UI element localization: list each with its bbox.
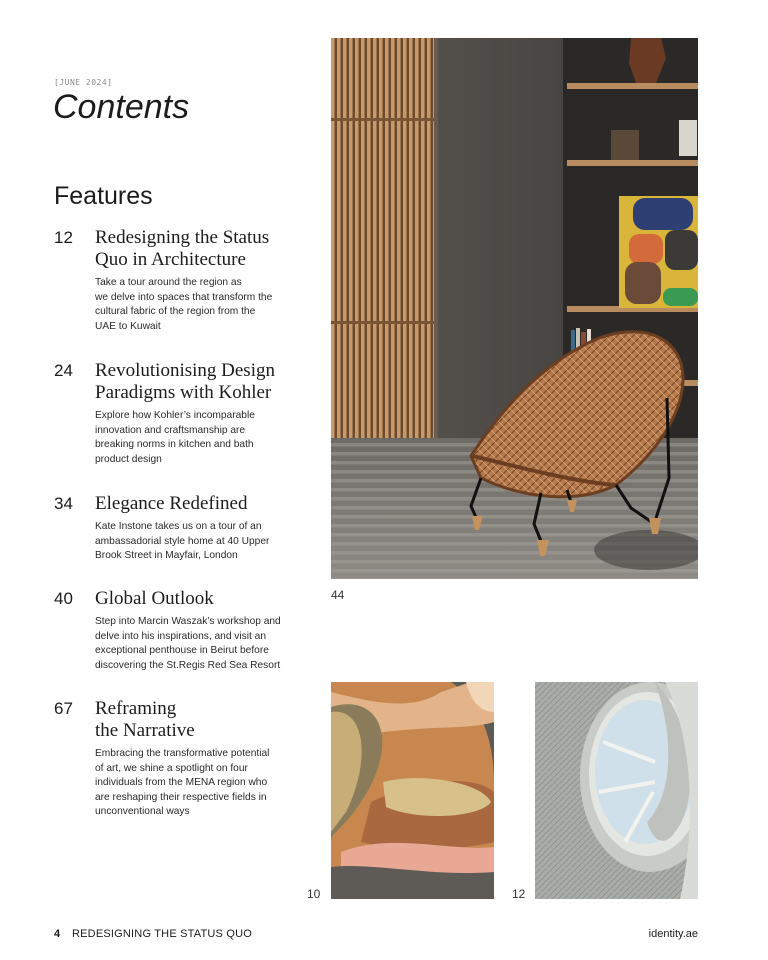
feature-desc-line: of art, we shine a spotlight on four <box>95 762 248 774</box>
feature-title <box>95 493 294 515</box>
feature-title-line: the Narrative <box>95 720 195 741</box>
feature-desc-line: Brook Street in Mayfair, London <box>95 550 238 562</box>
photo-page-number: 10 <box>307 887 321 901</box>
feature-desc-line: innovation and craftsmanship are <box>95 424 246 436</box>
rug-photo-illustration <box>331 682 494 899</box>
feature-item[interactable] <box>54 493 294 564</box>
feature-page-number: 12 <box>54 228 73 247</box>
rug-photo[interactable] <box>331 682 494 899</box>
feature-desc-line: cultural fabric of the region from the <box>95 306 256 318</box>
feature-page-number: 40 <box>54 589 73 608</box>
feature-title-line: Reframing <box>95 698 177 719</box>
feature-title-line: Elegance Redefined <box>95 493 248 514</box>
feature-title-line: Global Outlook <box>95 588 214 609</box>
feature-page-number: 24 <box>54 361 73 380</box>
feature-title <box>95 588 294 610</box>
section-heading: Features <box>54 182 153 210</box>
feature-desc-line: unconventional ways <box>95 806 190 818</box>
feature-title-line: Redesigning the Status <box>95 227 270 248</box>
feature-description <box>95 409 295 467</box>
feature-title <box>95 227 294 271</box>
feature-description <box>95 520 295 564</box>
feature-desc-line: individuals from the MENA region who <box>95 777 268 789</box>
feature-item[interactable] <box>54 698 294 820</box>
feature-desc-line: Take a tour around the region as <box>95 277 242 288</box>
chair-photo-illustration <box>331 38 698 579</box>
feature-description <box>95 276 295 334</box>
footer-website-link[interactable]: identity.ae <box>648 928 698 940</box>
feature-desc-line: product design <box>95 453 162 465</box>
photo-page-number: 12 <box>512 887 526 901</box>
feature-desc-line: ambassadorial style home at 40 Upper <box>95 535 270 547</box>
photo-page-number: 44 <box>331 588 345 602</box>
skylight-photo-illustration <box>535 682 698 899</box>
feature-title-line: Revolutionising Design <box>95 360 275 381</box>
feature-title-line: Paradigms with Kohler <box>95 382 272 403</box>
feature-desc-line: are reshaping their respective fields in <box>95 791 267 803</box>
feature-page-number: 67 <box>54 699 73 718</box>
footer-section-title: REDESIGNING THE STATUS QUO <box>72 928 252 940</box>
feature-desc-line: we delve into spaces that transform the <box>95 291 273 303</box>
feature-description <box>95 615 295 673</box>
feature-item[interactable] <box>54 360 294 467</box>
feature-item[interactable] <box>54 227 294 334</box>
feature-description <box>95 747 295 820</box>
feature-desc-line: Embracing the transformative potential <box>95 748 270 759</box>
feature-desc-line: breaking norms in kitchen and bath <box>95 439 254 451</box>
feature-item[interactable] <box>54 588 294 673</box>
page-title: Contents <box>53 88 190 126</box>
skylight-photo[interactable] <box>535 682 698 899</box>
feature-title-line: Quo in Architecture <box>95 249 246 270</box>
feature-desc-line: delve into his inspirations, and visit an <box>95 630 267 642</box>
feature-desc-line: discovering the St.Regis Red Sea Resort <box>95 659 281 671</box>
feature-title <box>95 698 294 742</box>
feature-desc-line: exceptional penthouse in Beirut before <box>95 645 269 657</box>
chair-photo[interactable] <box>331 38 698 579</box>
feature-desc-line: Explore how Kohler’s incomparable <box>95 410 255 421</box>
feature-desc-line: UAE to Kuwait <box>95 320 161 332</box>
feature-desc-line: Step into Marcin Waszak’s workshop and <box>95 616 281 627</box>
feature-desc-line: Kate Instone takes us on a tour of an <box>95 521 262 532</box>
footer-page-number: 4 <box>54 928 61 940</box>
issue-date: [JUNE 2024] <box>54 78 113 87</box>
feature-title <box>95 360 294 404</box>
feature-page-number: 34 <box>54 494 73 513</box>
